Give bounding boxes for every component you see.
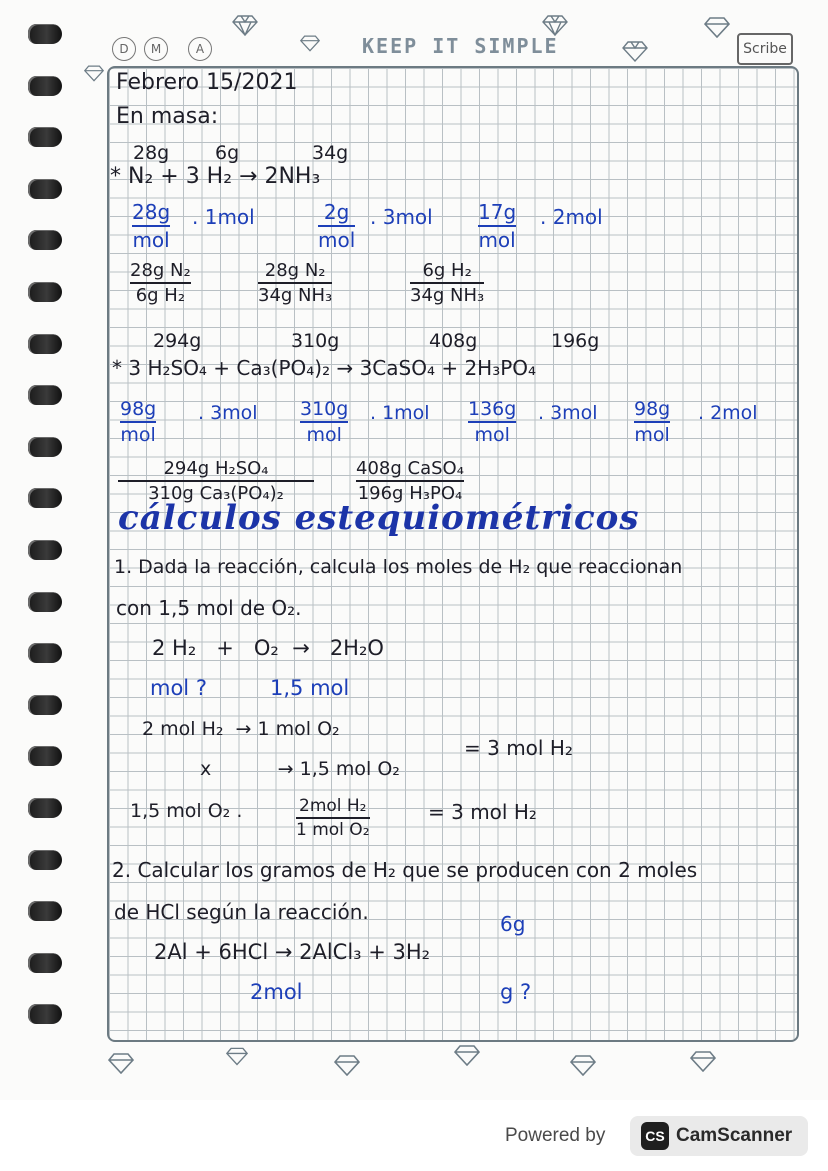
given-label: 2mol	[250, 980, 303, 1004]
molar-fraction: 28g mol	[132, 200, 171, 252]
spiral-ring	[28, 953, 62, 973]
diamond-icon	[226, 1046, 248, 1066]
mol-multiplier: . 2mol	[698, 402, 758, 424]
spiral-ring	[28, 798, 62, 818]
spiral-ring	[28, 437, 62, 457]
molar-fraction: 2g mol	[318, 200, 356, 252]
equation-2: * 3 H₂SO₄ + Ca₃(PO₄)₂ → 3CaSO₄ + 2H₃PO₄	[112, 356, 537, 380]
molar-fraction: 136g mol	[468, 398, 517, 446]
equation-1: * N₂ + 3 H₂ → 2NH₃	[110, 164, 321, 189]
diamond-icon	[690, 1050, 716, 1072]
molar-mass-label: 34g	[312, 142, 349, 164]
unknown-label: mol ?	[150, 676, 207, 700]
rule-of-three: 2 mol H₂ → 1 mol O₂	[142, 718, 340, 740]
mass-ratio: 28g N₂ 6g H₂	[130, 260, 191, 306]
mol-multiplier: . 3mol	[198, 402, 258, 424]
mass-ratio: 408g CaSO₄ 196g H₃PO₄	[356, 458, 464, 504]
spiral-ring	[28, 230, 62, 250]
mol-multiplier: . 1mol	[192, 205, 255, 229]
camscanner-name: CamScanner	[676, 1125, 793, 1146]
spiral-ring	[28, 127, 62, 147]
diamond-icon	[704, 16, 730, 38]
molar-mass-label: 196g	[551, 330, 600, 352]
month-circle: M	[144, 37, 168, 61]
factor-result: = 3 mol H₂	[428, 800, 537, 824]
diamond-icon	[300, 34, 320, 52]
spiral-ring	[28, 76, 62, 96]
diamond-icon	[570, 1054, 596, 1076]
diamond-icon	[84, 64, 104, 82]
mass-heading: En masa:	[116, 104, 219, 129]
section-title: cálculos estequiométricos	[118, 498, 640, 538]
molar-fraction: 17g mol	[478, 200, 517, 252]
date-text: Febrero 15/2021	[116, 70, 298, 95]
rule-result: = 3 mol H₂	[464, 736, 573, 760]
spiral-ring	[28, 282, 62, 302]
powered-by-text: Powered by	[505, 1125, 606, 1146]
conversion-fraction: 2mol H₂ 1 mol O₂	[296, 796, 370, 840]
mass-ratio: 6g H₂ 34g NH₃	[410, 260, 485, 306]
molar-fraction: 310g mol	[300, 398, 349, 446]
spiral-ring	[28, 540, 62, 560]
mass-ratio: 294g H₂SO₄ 310g Ca₃(PO₄)₂	[118, 458, 314, 504]
mol-multiplier: . 2mol	[540, 205, 603, 229]
spiral-ring	[28, 488, 62, 508]
spiral-ring	[28, 850, 62, 870]
diamond-icon	[232, 14, 258, 36]
diamond-icon	[542, 14, 568, 36]
spiral-ring	[28, 334, 62, 354]
brand-title: KEEP IT SIMPLE	[362, 34, 559, 58]
spiral-ring	[28, 643, 62, 663]
molar-fraction: 98g mol	[120, 398, 157, 446]
problem-2-text: de HCl según la reacción.	[114, 900, 369, 924]
day-circle: D	[112, 37, 136, 61]
molar-mass-label: 28g	[133, 142, 170, 164]
molar-mass-label: 408g	[429, 330, 478, 352]
problem-1-text: con 1,5 mol de O₂.	[116, 596, 302, 620]
diamond-icon	[454, 1044, 480, 1066]
mol-multiplier: . 1mol	[370, 402, 430, 424]
diamond-icon	[622, 40, 648, 62]
molar-mass-label: 294g	[153, 330, 202, 352]
spiral-ring	[28, 592, 62, 612]
problem-1-equation: 2 H₂ + O₂ → 2H₂O	[152, 636, 384, 660]
spiral-ring	[28, 24, 62, 44]
spiral-ring	[28, 695, 62, 715]
mass-ratio: 28g N₂ 34g NH₃	[258, 260, 333, 306]
molar-fraction: 98g mol	[634, 398, 671, 446]
unknown-label: g ?	[500, 980, 532, 1004]
mol-multiplier: . 3mol	[370, 205, 433, 229]
mol-multiplier: . 3mol	[538, 402, 598, 424]
year-circle: A	[188, 37, 212, 61]
molar-mass-label: 6g	[215, 142, 240, 164]
scribe-logo: Scribe	[737, 33, 793, 65]
spiral-binding	[28, 24, 68, 1056]
problem-2-equation: 2Al + 6HCl → 2AlCl₃ + 3H₂	[154, 940, 431, 964]
spiral-ring	[28, 1004, 62, 1024]
given-label: 1,5 mol	[270, 676, 350, 700]
diamond-icon	[334, 1054, 360, 1076]
spiral-ring	[28, 746, 62, 766]
molar-mass-label: 6g	[500, 912, 526, 936]
rule-of-three: x → 1,5 mol O₂	[200, 758, 400, 780]
diamond-icon	[108, 1052, 134, 1074]
factor-calc: 1,5 mol O₂ .	[130, 800, 243, 822]
problem-1-text: 1. Dada la reacción, calcula los moles de H₂ que reaccionan	[114, 556, 683, 578]
camscanner-logo-icon: CS	[641, 1122, 669, 1150]
spiral-ring	[28, 179, 62, 199]
problem-2-text: 2. Calcular los gramos de H₂ que se producen con 2 moles	[112, 858, 698, 882]
spiral-ring	[28, 385, 62, 405]
spiral-ring	[28, 901, 62, 921]
molar-mass-label: 310g	[291, 330, 340, 352]
